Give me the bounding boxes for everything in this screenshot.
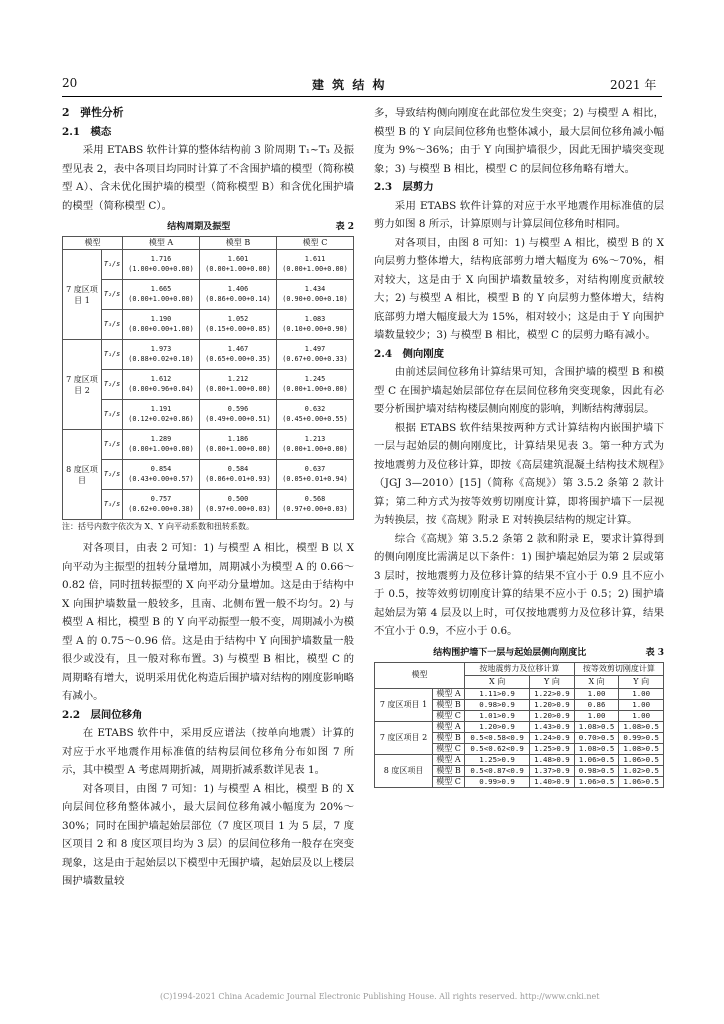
period-value: 1.191 [150,405,172,413]
table-2-cell [277,340,354,370]
table-2-period-label: T₃/s [102,400,123,430]
period-value: 1.245 [304,375,326,383]
mode-coefficients: (0.15+0.00+0.85) [205,324,271,333]
table-3-header-model: 模型 [375,662,465,688]
table-2-group-label: 8 度区项目 [63,430,102,520]
table-2-cell [200,400,277,430]
table-3-row [375,688,664,699]
left-column [62,104,354,891]
table-3 [374,662,664,788]
table-2-cell [200,280,277,310]
table-2-cell [200,370,277,400]
table-2-row [63,490,354,520]
mode-coefficients: (0.62+0.00+0.38) [128,504,194,513]
period-value: 1.052 [227,315,249,323]
table-2-row [63,310,354,340]
table-3-cell: 0.5<0.58<0.9 [465,732,530,743]
table-3-header-method-2: 按等效剪切刚度计算 [574,662,663,675]
mode-coefficients: (0.10+0.00+0.90) [282,324,348,333]
table-3-cell: 1.20>0.9 [530,710,575,721]
table-2 [62,236,354,520]
mode-coefficients: (0.00+1.00+0.00) [282,264,348,273]
period-value: 0.854 [150,465,172,473]
period-value: 1.083 [304,315,326,323]
drift-paragraph-1: 在 ETABS 软件中，采用反应谱法（按单向地震）计算的对应于水平地震作用标准值的结构层间位移角分布如图 7 所示，其中模型 A 考虑周期折减，周期折减系数详见表 1。 [62,727,354,776]
period-value: 1.716 [150,255,172,263]
table-2-body [63,250,354,520]
period-value: 1.213 [304,435,326,443]
table-2-note: 注：括号内数字依次为 X、Y 向平动系数和扭转系数。 [62,522,255,531]
period-value: 0.584 [227,465,249,473]
table-2-cell [123,250,200,280]
table-2-cell [200,250,277,280]
table-3-cell: 0.5<0.62<0.9 [465,743,530,754]
table-3-group-label: 8 度区项目 [375,754,433,787]
table-3-caption [374,647,664,659]
table-2-cell [277,430,354,460]
table-2-cell [277,250,354,280]
mode-coefficients: (0.00+1.00+0.00) [128,444,194,453]
table-3-model-label: 模型 C [433,743,465,754]
table-3-cell: 1.00 [619,699,664,710]
table-3-row [375,754,664,765]
issue-year: 2021 年 [610,78,657,92]
table-2-caption [62,221,354,233]
modal-discussion-paragraph: 对各项目，由表 2 可知：1) 与模型 A 相比，模型 B 以 X 向平动为主振型的扭转分量增加，周期减小为模型 A 的 0.66～0.82 倍，同时扭转振型的 X 向平动分量增加。这是由于结构中 X 向围护墙数量一般较多，且南、北侧布置一般不均匀。2) 与模型 A 相比，模型 B 的 Y 向平动振型一般不变，周期减小为模型 A 的 0.75～0.96 倍。这是由于结构中 Y 向围护墙数量一般很少或没有，且一般对称布置。3) 与模型 B 相比，模型 C 的周期略有增大，说明采用优化构造后围护墙对结构的刚度影响略有减小。 [62,542,354,702]
table-3-cell: 0.99>0.9 [465,776,530,787]
period-value: 1.601 [227,255,249,263]
table-3-cell: 1.08>0.5 [574,721,619,732]
mode-coefficients: (0.05+0.01+0.94) [282,474,348,483]
table-3-cell: 1.25>0.9 [530,743,575,754]
table-3-cell: 1.43>0.9 [530,721,575,732]
table-3-group-label: 7 度区项目 2 [375,721,433,754]
period-value: 0.757 [150,495,172,503]
table-3-cell: 0.5<0.87<0.9 [465,765,530,776]
table-3-cell: 1.00 [619,710,664,721]
table-2-cell [200,310,277,340]
period-value: 0.596 [227,405,249,413]
table-3-number: 表 3 [645,647,664,658]
table-3-cell: 0.98>0.5 [574,765,619,776]
mode-coefficients: (0.67+0.00+0.33) [282,354,348,363]
table-2-cell [277,400,354,430]
footer-watermark: (C)1994-2021 China Academic Journal Electronic Publishing House. All rights reserved. http://www.cnki.net [160,992,600,1001]
table-2-row [63,280,354,310]
shear-paragraph-2: 对各项目，由图 8 可知：1) 与模型 A 相比，模型 B 的 X 向层剪力整体增大，结构底部剪力增大幅度为 6%～70%，相对较大，这是由于 X 向围护墙数量较多，对结构刚度贡献较大；2) 与模型 A 相比，模型 B 的 Y 向层剪力整体增大，结构底部剪力增大幅度最大为 15%，相对较小；这是由于 Y 向围护墙数量较少；3) 与模型 B 相比，模型 C 的层剪力略有减小。 [374,236,664,341]
mode-coefficients: (0.49+0.00+0.51) [205,414,271,423]
drift-continued-paragraph: 多，导致结构侧向刚度在此部位发生突变；2) 与模型 A 相比，模型 B 的 Y 向层间位移角也整体减小，最大层间位移角减小幅度为 9%～36%；由于 Y 向围护墙很少，因此无围护墙突变现象；3) 与模型 B 相比，模型 C 的层间位移角略有增大。 [374,107,664,175]
table-3-cell: 1.48>0.9 [530,754,575,765]
shear-paragraph-1: 采用 ETABS 软件计算的对应于水平地震作用标准值的层剪力如图 8 所示，计算原则与计算层间位移角时相同。 [374,199,664,230]
table-3-model-label: 模型 A [433,721,465,732]
mode-coefficients: (0.12+0.02+0.86) [128,414,194,423]
table-2-header-a: 模型 A [123,237,200,250]
table-2-row [63,370,354,400]
mode-coefficients: (0.00+0.00+1.00) [128,324,194,333]
mode-coefficients: (0.00+1.00+0.00) [205,264,271,273]
table-3-cell: 1.00 [619,688,664,699]
table-2-cell [277,460,354,490]
table-3-header-row-1 [375,662,664,675]
table-3-model-label: 模型 B [433,699,465,710]
table-3-cell: 0.99>0.5 [619,732,664,743]
period-value: 1.665 [150,285,172,293]
table-2-cell [123,370,200,400]
mode-coefficients: (0.00+1.00+0.00) [282,444,348,453]
mode-coefficients: (0.97+0.00+0.03) [282,504,348,513]
journal-title: 建 筑 结 构 [312,78,387,92]
table-3-model-label: 模型 B [433,732,465,743]
table-2-cell [277,310,354,340]
table-2-number: 表 2 [335,222,354,232]
mode-coefficients: (0.00+1.00+0.00) [128,294,194,303]
mode-coefficients: (0.90+0.00+0.10) [282,294,348,303]
table-3-model-label: 模型 A [433,754,465,765]
period-value: 1.190 [150,315,172,323]
table-3-cell: 1.20>0.9 [530,699,575,710]
table-2-header-b: 模型 B [200,237,277,250]
table-3-header-y-1: Y 向 [530,675,575,688]
table-2-row [63,340,354,370]
table-3-cell: 1.08>0.5 [619,743,664,754]
table-3-header-x-1: X 向 [465,675,530,688]
mode-coefficients: (0.97+0.00+0.03) [205,504,271,513]
table-2-period-label: T₁/s [102,250,123,280]
period-value: 1.611 [304,255,326,263]
table-3-cell: 1.25>0.9 [465,754,530,765]
table-3-cell: 1.20>0.9 [465,721,530,732]
table-3-body [375,688,664,787]
section-2-2-title: 2.2 层间位移角 [62,708,143,721]
table-3-model-label: 模型 B [433,765,465,776]
table-2-cell [123,460,200,490]
table-3-group-label: 7 度区项目 1 [375,688,433,721]
table-2-period-label: T₂/s [102,460,123,490]
table-2-period-label: T₂/s [102,280,123,310]
table-2-row [63,250,354,280]
table-2-header-c: 模型 C [277,237,354,250]
table-2-cell [123,340,200,370]
table-2-cell [200,340,277,370]
table-3-cell: 1.37>0.9 [530,765,575,776]
header-rule [62,96,662,97]
table-3-title: 结构围护墙下一层与起始层侧向刚度比 [433,647,587,658]
mode-coefficients: (1.00+0.00+0.00) [128,264,194,273]
stiffness-paragraph-1: 由前述层间位移角计算结果可知，含围护墙的模型 B 和模型 C 在围护墙起始层部位存在层间位移角突变现象，因此有必要分析围护墙对结构楼层侧向刚度的影响，判断结构薄弱层。 [374,366,664,415]
table-3-model-label: 模型 C [433,710,465,721]
drift-paragraph-2: 对各项目，由图 7 可知：1) 与模型 A 相比，模型 B 的 X 向层间位移角整体减小，最大层间位移角减小幅度为 20%～30%；同时在围护墙起始层部位（7 度区项目 1 为 5 层，7 度区项目 2 和 8 度区项目均为 3 层）的层间位移角一般存在突变现象，这是由于起始层以下模型中无围护墙，起始层及以上楼层围护墙数量较 [62,782,354,887]
table-3-cell: 1.06>0.5 [619,776,664,787]
mode-coefficients: (0.00+1.00+0.00) [205,444,271,453]
mode-coefficients: (0.88+0.02+0.10) [128,354,194,363]
period-value: 0.568 [304,495,326,503]
table-3-model-label: 模型 A [433,688,465,699]
table-2-title: 结构周期及振型 [167,222,231,232]
table-3-cell: 1.00 [574,710,619,721]
period-value: 1.612 [150,375,172,383]
page-number: 20 [62,76,78,90]
table-2-cell [200,460,277,490]
mode-coefficients: (0.00+1.00+0.00) [282,384,348,393]
mode-coefficients: (0.00+1.00+0.00) [205,384,271,393]
table-3-cell: 1.08>0.5 [574,743,619,754]
table-2-period-label: T₃/s [102,490,123,520]
table-2-cell [200,490,277,520]
table-3-cell: 0.70>0.5 [574,732,619,743]
table-3-cell: 0.98>0.9 [465,699,530,710]
section-2-title: 2 弹性分析 [62,106,124,119]
modal-paragraph: 采用 ETABS 软件计算的整体结构前 3 阶周期 T₁~T₃ 及振型见表 2，表中各项目均同时计算了不含围护墙的模型（简称模型 A）、含未优化围护墙的模型（简称模型 B）和含优化围护墙的模型（简称模型 C）。 [62,144,354,212]
table-3-cell: 1.40>0.9 [530,776,575,787]
table-3-cell: 1.06>0.5 [574,776,619,787]
table-2-cell [200,430,277,460]
mode-coefficients: (0.43+0.00+0.57) [128,474,194,483]
table-3-cell: 1.06>0.5 [619,754,664,765]
stiffness-paragraph-2: 根据 ETABS 软件结果按两种方式计算结构内嵌围护墙下一层与起始层的侧向刚度比，计算结果见表 3。第一种方式为按地震剪力及位移计算，即按《高层建筑混凝土结构技术规程》（JGJ 3—2010）[15]（简称《高规》）第 3.5.2 条第 2 款计算；第二种方式为按等效剪切刚度计算，即将围护墙下一层视为转换层，按《高规》附录 E 对转换层结构的规定计算。 [374,421,664,526]
table-3-model-label: 模型 C [433,776,465,787]
period-value: 1.467 [227,345,249,353]
table-2-header-row [63,237,354,250]
table-3-header-y-2: Y 向 [619,675,664,688]
period-value: 0.632 [304,405,326,413]
right-column [374,104,664,788]
table-2-row [63,430,354,460]
table-2-header-model: 模型 [63,237,123,250]
mode-coefficients: (0.45+0.00+0.55) [282,414,348,423]
period-value: 1.186 [227,435,249,443]
table-3-header-method-1: 按地震剪力及位移计算 [465,662,575,675]
table-2-period-label: T₂/s [102,370,123,400]
table-3-cell: 1.00 [574,688,619,699]
table-3-cell: 1.01>0.9 [465,710,530,721]
section-2-4-title: 2.4 侧向刚度 [374,347,445,360]
table-2-group-label: 7 度区项目 2 [63,340,102,430]
table-3-cell: 1.08>0.5 [619,721,664,732]
table-2-cell [277,280,354,310]
table-2-cell [277,490,354,520]
period-value: 1.973 [150,345,172,353]
table-3-header-x-2: X 向 [574,675,619,688]
table-3-row [375,721,664,732]
table-2-cell [123,400,200,430]
table-2-period-label: T₁/s [102,430,123,460]
period-value: 1.497 [304,345,326,353]
period-value: 1.434 [304,285,326,293]
table-3-cell: 1.11>0.9 [465,688,530,699]
table-3-cell: 1.22>0.9 [530,688,575,699]
mode-coefficients: (0.00+0.96+0.04) [128,384,194,393]
table-3-cell: 1.24>0.9 [530,732,575,743]
mode-coefficients: (0.86+0.00+0.14) [205,294,271,303]
table-3-cell: 1.06>0.5 [574,754,619,765]
table-3-cell: 1.02>0.5 [619,765,664,776]
period-value: 0.500 [227,495,249,503]
table-2-cell [123,280,200,310]
table-2-period-label: T₁/s [102,340,123,370]
table-2-period-label: T₃/s [102,310,123,340]
table-2-group-label: 7 度区项目 1 [63,250,102,340]
stiffness-paragraph-3: 综合《高规》第 3.5.2 条第 2 款和附录 E，要求计算得到的侧向刚度比需满足以下条件：1) 围护墙起始层为第 2 层或第 3 层时，按地震剪力及位移计算的结果不宜小于 0.9 且不应小于 0.5，按等效剪切刚度计算的结果不应小于 0.5；2) 围护墙起始层为第 4 层及以上时，可仅按地震剪力及位移计算，结果不宜小于 0.9，不应小于 0.6。 [374,532,664,637]
section-2-3-title: 2.3 层剪力 [374,181,434,193]
table-2-cell [123,490,200,520]
table-2-row [63,400,354,430]
section-2-1-title: 2.1 模态 [62,125,112,138]
table-2-cell [277,370,354,400]
period-value: 1.406 [227,285,249,293]
period-value: 1.212 [227,375,249,383]
table-2-row [63,460,354,490]
table-3-cell: 0.86 [574,699,619,710]
mode-coefficients: (0.65+0.00+0.35) [205,354,271,363]
period-value: 0.637 [304,465,326,473]
period-value: 1.289 [150,435,172,443]
table-2-cell [123,430,200,460]
table-2-cell [123,310,200,340]
mode-coefficients: (0.06+0.01+0.93) [205,474,271,483]
